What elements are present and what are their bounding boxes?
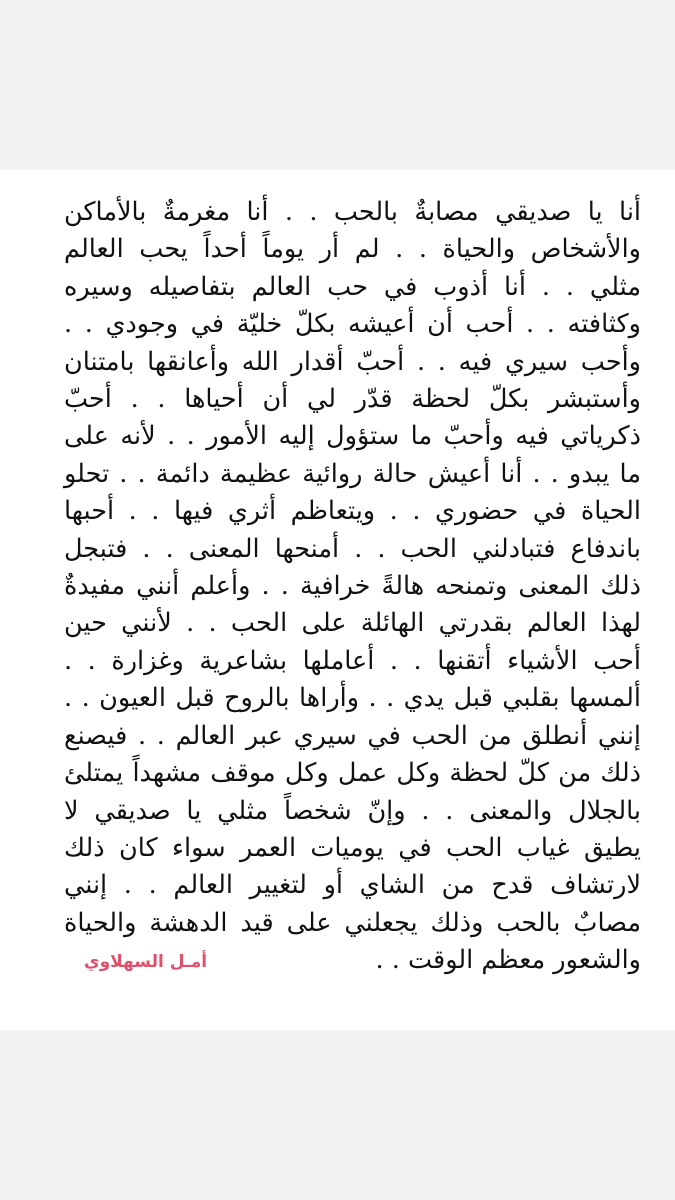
text-line: أنا يا صديقي مصابةٌ بالحب . . أنا مغرمةٌ بالأماكن — [64, 197, 641, 227]
text-line: وأحب سيري فيه . . أحبّ أقدار الله وأعانقها بامتنان — [64, 346, 641, 377]
text-line: يطيق غياب الحب في يوميات العمر سواء كان ذلك — [64, 832, 641, 863]
text-line: أحب الأشياء أتقنها . . أعاملها بشاعرية وغزارة . . — [64, 645, 641, 676]
text-line: مثلي . . أنا أذوب في حب العالم بتفاصيله وسيره — [64, 271, 641, 302]
text-line: ما يبدو . . أنا أعيش حالة روائية عظيمة دائمة . . تحلو — [64, 458, 641, 489]
text-line: لارتشاف قدح من الشاي أو لتغيير العالم . . إنني — [64, 870, 641, 901]
text-line: بالجلال والمعنى . . وإنّ شخصاً مثلي يا صديقي لا — [64, 795, 641, 826]
text-line: إنني أنطلق من الحب في سيري عبر العالم . . فيصنع — [64, 720, 641, 751]
text-line: ذلك من كلّ لحظة وكل عمل وكل موقف مشهداً يمتلئ — [64, 758, 641, 789]
text-line: ألمسها بقلبي قبل يدي . . وأراها بالروح قبل العيون . . — [64, 683, 641, 714]
text-line: والشعور معظم الوقت . . — [375, 945, 641, 976]
text-line: والأشخاص والحياة . . لم أر يوماً أحداً يحب العالم — [64, 234, 641, 265]
author-signature: أمـل السهلاوي — [84, 952, 208, 972]
text-line: الحياة في حضوري . . ويتعاظم أثري فيها . . أحبها — [64, 496, 641, 527]
text-line: ذلك المعنى وتمنحه هالةً خرافية . . وأعلم أنني مفيدةٌ — [64, 571, 641, 602]
text-card — [0, 170, 675, 1030]
text-line: باندفاع فتبادلني الحب . . أمنحها المعنى . . فتبجل — [64, 533, 641, 564]
text-line: وأستبشر بكلّ لحظة قدّر لي أن أحياها . . أحبّ — [64, 384, 641, 415]
text-line: ذكرياتي فيه وأحبّ ما ستؤول إليه الأمور . . لأنه على — [64, 421, 641, 452]
quote-text — [64, 194, 641, 980]
text-line: وكثافته . . أحب أن أعيشه بكلّ خليّة في وجودي . . — [64, 309, 641, 340]
text-line: مصابٌ بالحب وذلك يجعلني على قيد الدهشة والحياة — [64, 907, 641, 938]
text-line: لهذا العالم بقدرتي الهائلة على الحب . . لأنني حين — [64, 608, 641, 639]
